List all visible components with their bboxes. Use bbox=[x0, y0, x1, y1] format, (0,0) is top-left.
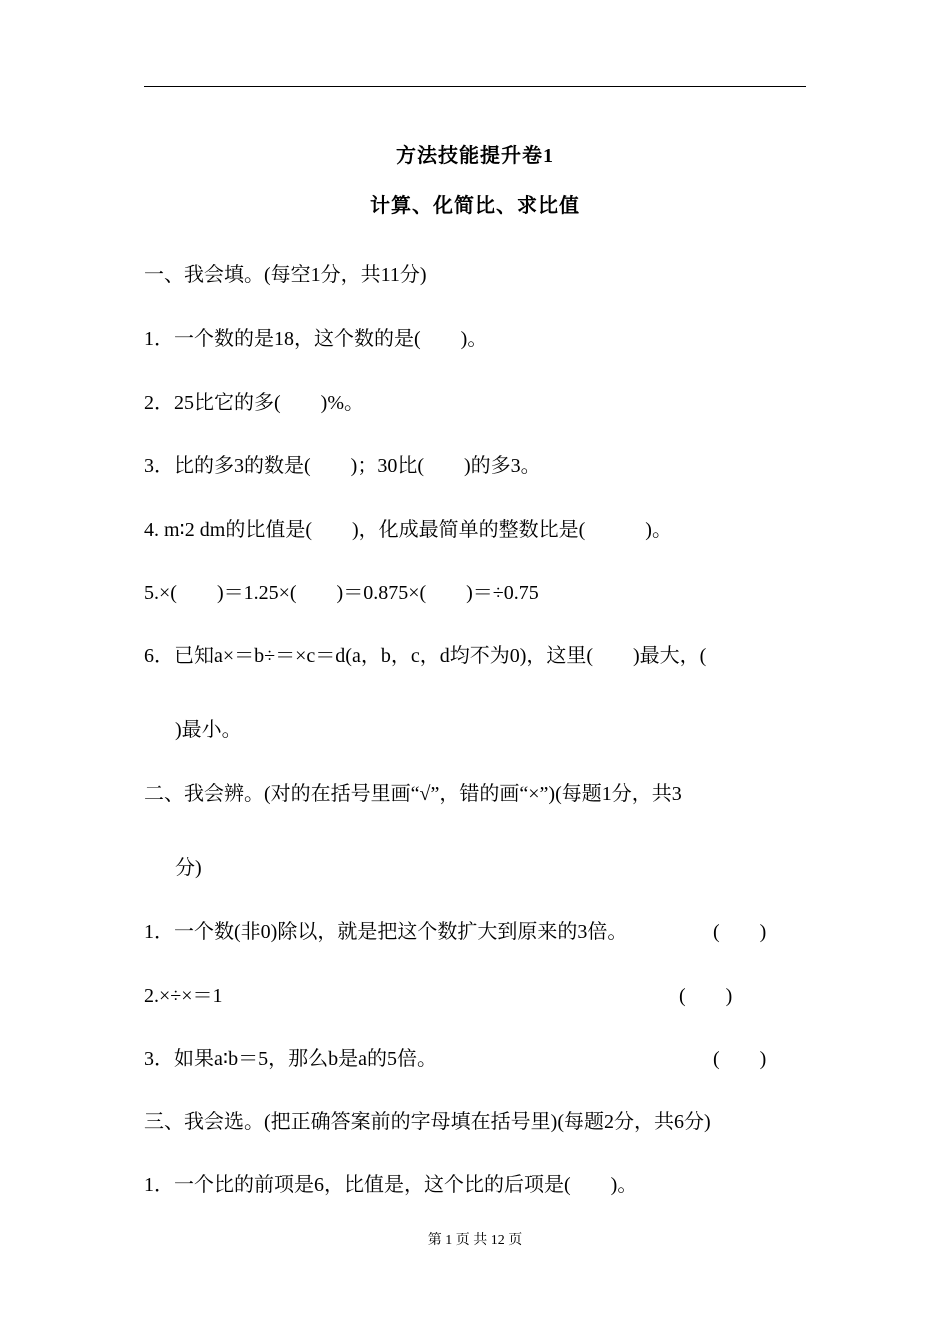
section3-heading: 三、我会选。(把正确答案前的字母填在括号里)(每题2分，共6分) bbox=[144, 1111, 711, 1133]
page-footer: 第 1 页 共 12 页 bbox=[427, 1233, 523, 1248]
section1-heading: 一、我会填。(每空1分，共11分) bbox=[144, 264, 427, 286]
answer-blank: ( ) bbox=[713, 921, 767, 943]
section2-question-1: 1．一个数(非0)除以，就是把这个数扩大到原来的3倍。 bbox=[144, 921, 628, 943]
header-rule bbox=[144, 86, 806, 87]
answer-blank: ( ) bbox=[713, 1048, 767, 1070]
answer-blank: ( ) bbox=[679, 985, 733, 1007]
section2-question-2: 2.×÷×＝1 bbox=[144, 985, 223, 1007]
section1-question-1: 1．一个数的是18，这个数的是( )。 bbox=[144, 328, 488, 350]
section2-heading-continued: 分) bbox=[175, 857, 202, 879]
document-title: 方法技能提升卷1 bbox=[396, 145, 554, 167]
section1-question-6: 6．已知a×＝b÷＝×c＝d(a，b，c，d均不为0)，这里( )最大，( bbox=[144, 645, 707, 667]
section1-question-6-continued: )最小。 bbox=[175, 719, 242, 741]
section1-question-2: 2．25比它的多( )%。 bbox=[144, 392, 364, 414]
section3-question-1: 1．一个比的前项是6，比值是，这个比的后项是( )。 bbox=[144, 1174, 638, 1196]
section1-question-5: 5.×( )＝1.25×( )＝0.875×( )＝÷0.75 bbox=[144, 582, 539, 604]
section2-heading: 二、我会辨。(对的在括号里画“√”，错的画“×”)(每题1分，共3 bbox=[144, 783, 682, 805]
document-subtitle: 计算、化简比、求比值 bbox=[370, 195, 580, 217]
section1-question-4: 4. m∶2 dm的比值是( )，化成最简单的整数比是( )。 bbox=[144, 519, 672, 541]
section2-question-3: 3．如果a∶b＝5，那么b是a的5倍。 bbox=[144, 1048, 437, 1070]
section1-question-3: 3．比的多3的数是( )；30比( )的多3。 bbox=[144, 455, 541, 477]
